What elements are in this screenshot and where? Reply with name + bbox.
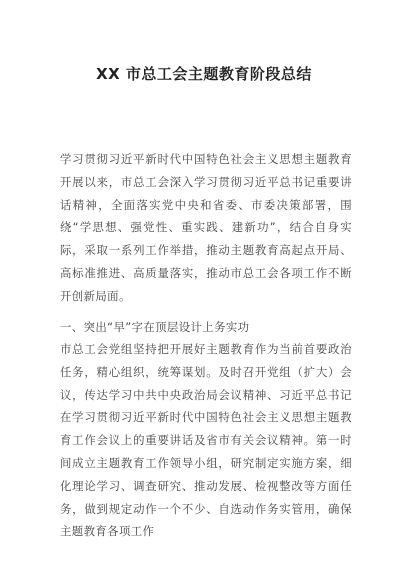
intro-paragraph: 学习贯彻习近平新时代中国特色社会主义思想主题教育开展以来，市总工会深入学习贯彻习近平总书记重要讲话精神，全面落实党中央和省委、市委决策部署，围绕“学思想、强党性、重实践、建新功”，结合自身实际，采取一系列工作举措，推动主题教育高起点开局、高标准推进、高质量落实，推动市总工会各项工作不断开创新局面。 — [60, 152, 352, 303]
section-paragraph — [60, 338, 352, 570]
section-paragraph-text: 市总工会党组坚持把开展好主题教育作为当前首要政治任务，精心组织，统筹谋划。及时召开党组（扩大）会议，传达学习中共中央政治局会议精神、习近平总书记在学习贯彻习近平新时代中国特色社会主义思想主题教育工作会议上的重要讲话及省市有关会议精神。第一时间成立主题教育工作领导小组，研究制定实施方案，细化理论学习、调查研究、推动发展、检视整改等方面任务，做到规定动作一个不少、自选动作务实管用，确保主题教育各项工作 — [60, 342, 352, 539]
section-heading: 一、突出“早”字在顶层设计上务实功 — [60, 320, 250, 334]
document-title: XX 市总工会主题教育阶段总结 — [96, 65, 312, 83]
